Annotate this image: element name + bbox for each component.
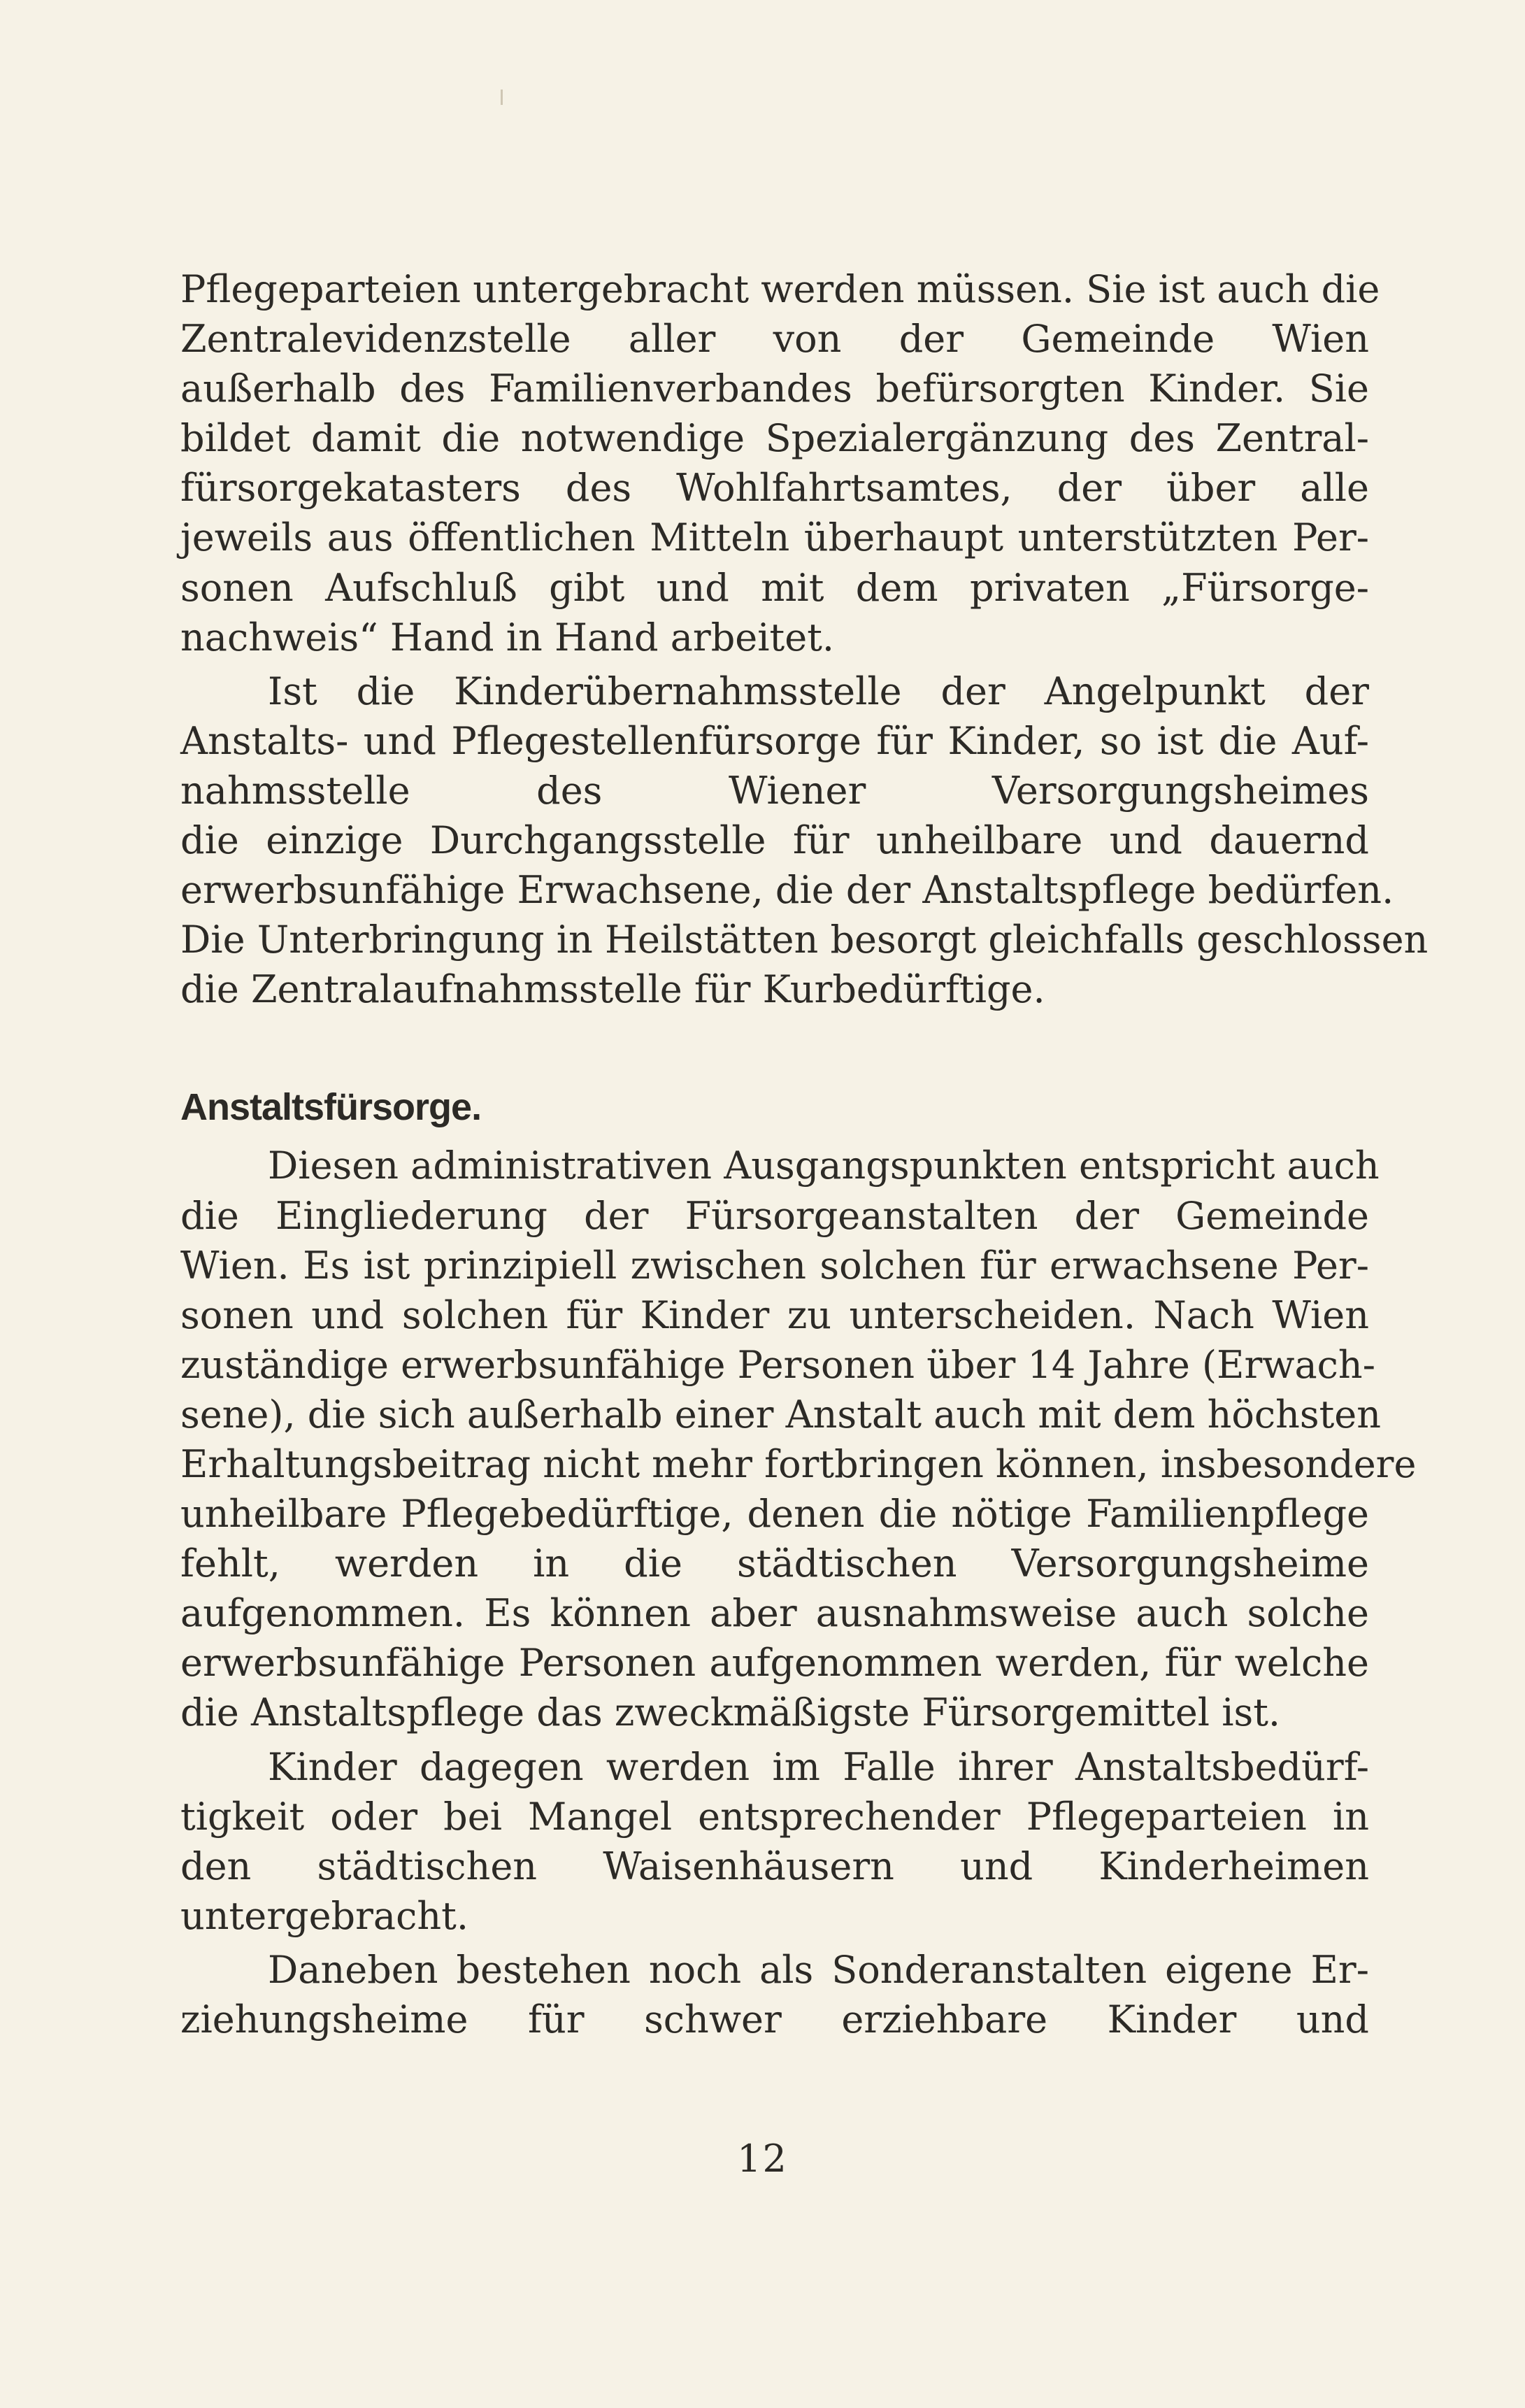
text-line: Diesen administrativen Ausgangspunkten entspricht auch [268,1144,1380,1188]
text-line: die einzige Durchgangsstelle für unheilbare und dauernd [180,818,1369,863]
paper-speck [501,90,503,105]
text-line: außerhalb des Familienverbandes befürsorgten Kinder. Sie [180,366,1369,411]
text-line: Pflegeparteien untergebracht werden müssen. Sie ist auch die [180,267,1380,311]
text-line: fehlt, werden in die städtischen Versorgungsheime [180,1541,1369,1586]
text-line: aufgenommen. Es können aber ausnahmsweise auch solche [180,1591,1369,1636]
text-line: Anstalts- und Pflegestellenfürsorge für Kinder, so ist die Auf- [180,718,1369,763]
text-line: Wien. Es ist prinzipiell zwischen solchen für erwachsene Per- [180,1243,1369,1288]
section-heading: Anstaltsfürsorge. [180,1086,482,1129]
text-line: Ist die Kinderübernahmsstelle der Angelpunkt der [268,669,1369,713]
text-line: fürsorgekatasters des Wohlfahrtsamtes, der über alle [180,466,1369,511]
paragraph-2 [180,667,1429,1015]
text-line: Daneben bestehen noch als Sonderanstalten eigene Er- [268,1947,1369,1992]
text-line: erwerbsunfähige Erwachsene, die der Anstaltspflege bedürfen. [180,868,1394,913]
paragraph-4 [180,1742,1369,1941]
text-line: Die Unterbringung in Heilstätten besorgt gleichfalls geschlossen [180,918,1429,962]
text-line: die Eingliederung der Fürsorgeanstalten der Gemeinde [180,1193,1369,1238]
text-line: tigkeit oder bei Mangel entsprechender Pflegeparteien in [180,1794,1369,1839]
text-line: sonen Aufschluß gibt und mit dem privaten „Fürsorge- [180,565,1369,610]
paragraph-1 [180,264,1380,662]
text-line: Erhaltungsbeitrag nicht mehr fortbringen können, insbesondere [180,1441,1417,1486]
text-line: erwerbsunfähige Personen aufgenommen werden, für welche [180,1641,1369,1686]
text-line: zuständige erwerbsunfähige Personen über 14 Jahre (Erwach- [180,1342,1375,1387]
text-line: den städtischen Waisenhäusern und Kinderheimen [180,1844,1369,1888]
body-text [180,264,1429,2044]
text-line: nahmsstelle des Wiener Versorgungsheimes [180,768,1369,813]
text-line: ziehungsheime für schwer erziehbare Kinder und [180,1997,1369,2042]
text-line: untergebracht. [180,1893,469,1938]
text-line: die Anstaltspflege das zweckmäßigste Fürsorgemittel ist. [180,1690,1281,1735]
text-line: jeweils aus öffentlichen Mitteln überhaupt unterstützten Per- [180,515,1369,560]
text-line: bildet damit die notwendige Spezialergänzung des Zentral- [180,416,1369,461]
text-line: sene), die sich außerhalb einer Anstalt auch mit dem höchsten [180,1392,1382,1437]
page-number: 12 [737,2137,788,2181]
paragraph-3 [180,1141,1417,1737]
paragraph-5 [180,1945,1369,2044]
text-line: die Zentralaufnahmsstelle für Kurbedürftige. [180,967,1045,1012]
text-line: Kinder dagegen werden im Falle ihrer Anstaltsbedürf- [268,1744,1369,1789]
text-line: sonen und solchen für Kinder zu unterscheiden. Nach Wien [180,1292,1369,1337]
text-line: unheilbare Pflegebedürftige, denen die nötige Familienpflege [180,1492,1369,1537]
text-line: nachweis“ Hand in Hand arbeitet. [180,615,835,660]
text-line: Zentralevidenzstelle aller von der Gemeinde Wien [180,317,1369,362]
